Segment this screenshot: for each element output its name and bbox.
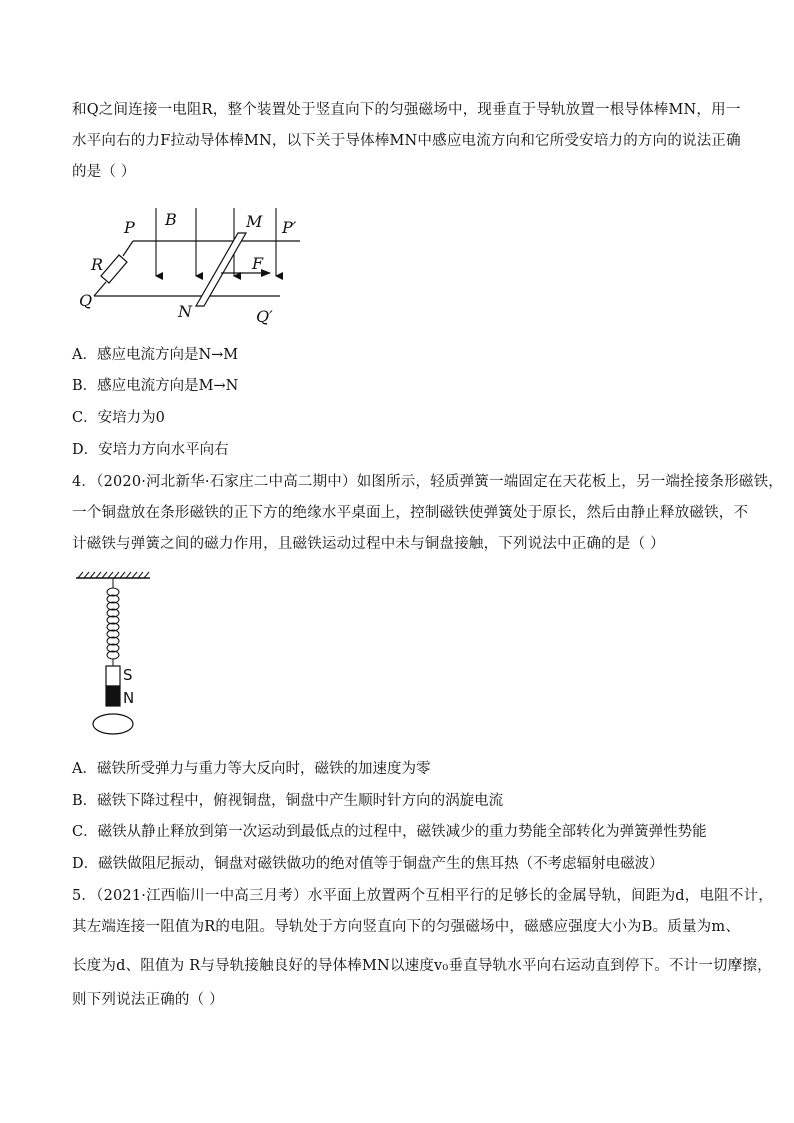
label-s: S — [123, 666, 133, 684]
copper-disk — [93, 714, 133, 734]
resistor-symbol — [101, 255, 127, 283]
q5-stem-line-1: 5．（2021·江西临川一中高三月考）水平面上放置两个互相平行的足够长的金属导轨，间距为d，电阻不计， — [72, 888, 773, 904]
magnet-north-pole — [106, 686, 120, 706]
q4-option-d: D．磁铁做阻尼振动，铜盘对磁铁做功的绝对值等于铜盘产生的焦耳热（不考虑辐射电磁波） — [72, 856, 664, 872]
q3-rail-figure — [70, 200, 310, 330]
q4-spring-magnet-figure — [70, 570, 160, 740]
label-q-prime: Q′ — [256, 307, 273, 326]
label-p-prime: P′ — [282, 218, 297, 237]
conductor-bar-mn — [196, 233, 246, 306]
label-n: N — [178, 302, 192, 321]
q4-option-c: C．磁铁从静止释放到第一次运动到最低点的过程中，磁铁减少的重力势能全部转化为弹簧弹性势能 — [72, 824, 707, 840]
q3-stem-line-2: 水平向右的力F拉动导体棒MN，以下关于导体棒MN中感应电流方向和它所受安培力的方向的说法正确 — [72, 133, 741, 149]
magnet-south-pole — [106, 666, 120, 686]
q5-stem-line-4: 则下列说法正确的（ ） — [72, 992, 224, 1008]
q3-option-c: C．安培力为0 — [72, 410, 165, 426]
q5-stem-line-2: 其左端连接一阻值为R的电阻。导轨处于方向竖直向下的匀强磁场中，磁感应强度大小为B。质量为m、 — [72, 919, 741, 935]
q4-stem-line-3: 计磁铁与弹簧之间的磁力作用，且磁铁运动过程中未与铜盘接触，下列说法中正确的是（ ） — [72, 536, 665, 552]
spring — [107, 588, 119, 659]
q3-option-b: B．感应电流方向是M→N — [72, 378, 239, 394]
label-b: B — [165, 210, 177, 229]
q4-option-a: A．磁铁所受弹力与重力等大反向时，磁铁的加速度为零 — [72, 761, 431, 777]
label-p: P — [124, 218, 135, 237]
q3-stem-line-3: 的是（ ） — [72, 164, 136, 180]
label-m: M — [246, 212, 263, 231]
q3-option-d: D．安培力方向水平向右 — [72, 442, 229, 458]
label-n-pole: N — [123, 689, 135, 707]
label-r: R — [91, 255, 104, 274]
label-f: F — [252, 254, 264, 273]
q5-stem-line-3: 长度为d、阻值为 R与导轨接触良好的导体棒MN以速度v₀垂直导轨水平向右运动直到停下。不计一切摩擦， — [72, 958, 772, 974]
q3-option-a: A．感应电流方向是N→M — [72, 347, 239, 363]
q4-stem-line-1: 4．（2020·河北新华·石家庄二中高二期中）如图所示，轻质弹簧一端固定在天花板上，另一端拴接条形磁铁， — [72, 474, 783, 490]
q4-stem-line-2: 一个铜盘放在条形磁铁的正下方的绝缘水平桌面上，控制磁铁使弹簧处于原长，然后由静止释放磁铁，不 — [72, 505, 749, 521]
label-q: Q — [79, 291, 93, 310]
q4-option-b: B．磁铁下降过程中，俯视铜盘，铜盘中产生顺时针方向的涡旋电流 — [72, 793, 504, 809]
q3-stem-line-1: 和Q之间连接一电阻R，整个装置处于竖直向下的匀强磁场中，现垂直于导轨放置一根导体棒MN，用一 — [72, 102, 741, 118]
